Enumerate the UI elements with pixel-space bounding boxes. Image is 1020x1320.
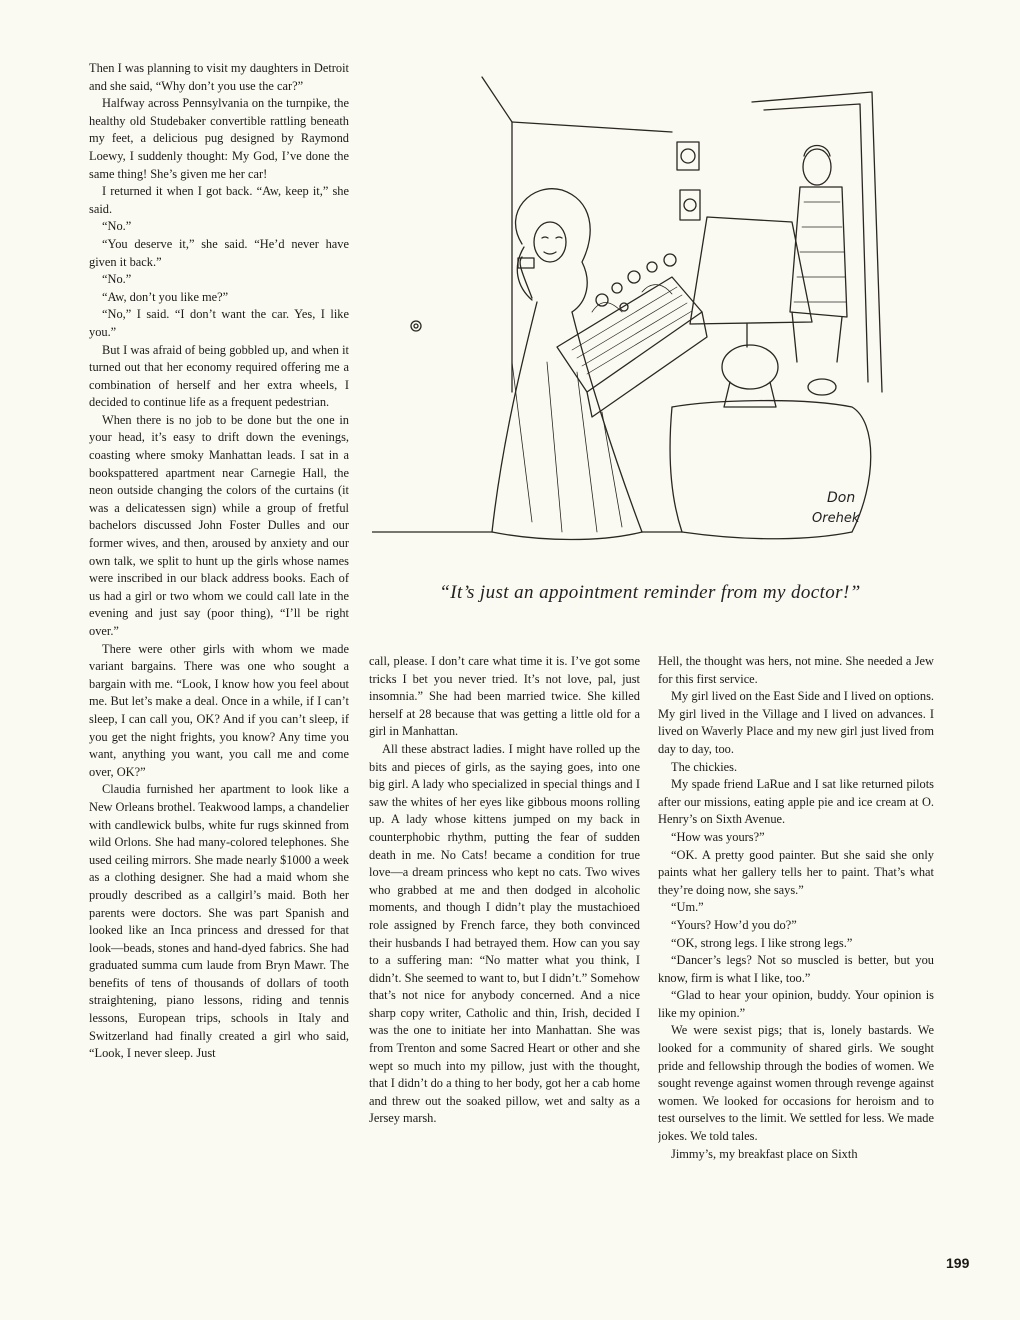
paragraph: Jimmy’s, my breakfast place on Sixth — [671, 1146, 858, 1161]
cartoon-caption: “It’s just an appointment reminder from my doctor!” — [439, 582, 861, 603]
paragraph: All these abstract ladies. I might have rolled up the bits and pieces of girls, as the saying goes, into one big girl. A lady who specialized in special things and I saw the whites of her eyes like gibbous moons rolling up. A lady whose kittens jumped on my back in counterphobic rhythm, putting the fear of sudden death in me. No Cats! became a condition for true love—a dream princess who kept no cats. Two wives who grabbed at me and then dodged in alcoholic moments, and though I didn’t play the mustachioed role assigned by French farce, they both convinced their husbands I had betrayed them. How can you say to a suffering man: “No matter what you think, I didn’t. She seemed to want to, but I didn’t.” Somehow that’s not nice for anybody concerned. And a nice sharp copy writer, Catholic and thin, Irish, decided I was the one to initiate her into Manhattan. She was from Trenton and some Sacred Heart or other and she wept so much into my pillow, just with the thought, that I didn’t do a thing to her body, got her a cab home and threw out the soaked pillow, wet and salty as a Jersey marsh. — [369, 741, 640, 1126]
paragraph: “OK. A pretty good painter. But she said she only paints what her gallery tells her to paint. That’s what they’re doing now, she says.” — [658, 847, 934, 897]
paragraph: “No,” I said. “I don’t want the car. Yes, I like you.” — [89, 307, 349, 339]
paragraph: Hell, the thought was hers, not mine. She needed a Jew for this first service. — [658, 654, 934, 686]
text-column-left — [89, 60, 349, 1275]
paragraph: “No.” — [102, 272, 132, 287]
paragraph: “You deserve it,” she said. “He’d never have given it back.” — [89, 236, 349, 269]
paragraph: But I was afraid of being gobbled up, and when it turned out that her economy required offering me a combination of herself and her extra wheels, I decided to continue life as a frequent pedestrian. — [89, 342, 349, 410]
paragraph: Claudia furnished her apartment to look like a New Orleans brothel. Teakwood lamps, a chandelier with candlewick bulbs, white fur rugs skinned from wild Orlons. She had many-colored telephones. She used ceiling mirrors. She made nearly $1000 a week as a clothing designer. She had a maid whom she proudly described as a callgirl’s maid. Both her parents were doctors. She was part Spanish and looked like an Inca princess and dressed for that look—beads, stones and hand-dyed fabrics. She had graduated summa cum laude from Bryn Mawr. The benefits of tens of thousands of dollars of tooth straightening, piano lessons, riding and tennis lessons, European trips, schools in Italy and Switzerland had finally created a girl who said, “Look, I never sleep. Just — [89, 782, 349, 1061]
paragraph: I returned it when I got back. “Aw, keep it,” she said. — [89, 184, 349, 216]
artist-signature — [812, 490, 860, 526]
text-column-right — [658, 653, 934, 1275]
text-column-middle — [369, 653, 640, 1275]
signature-line-1: Don — [827, 490, 856, 506]
signature-line-2: Orehek — [812, 511, 860, 526]
cartoon-illustration — [372, 62, 920, 574]
paragraph: When there is no job to be done but the one in your head, it’s easy to drift down the evenings, coasting where smoky Manhattan leads. I sat in a bookspattered apartment near Carnegie Hall, the neon outside changing the colors of the curtains (it was a delicatessen sign) while a group of fretful bachelors discussed John Foster Dulles and our former wives, and then, aroused by anxiety and our own talk, we split to hunt up the girls whose names were inscribed in our black address books. Each of us had a girl or two whom we could call late in the evening and just say (poor thing), “I’ll be right over.” — [89, 412, 349, 638]
paragraph: My spade friend LaRue and I sat like returned pilots after our missions, eating apple pie and ice cream at O. Henry’s on Sixth Avenue. — [658, 777, 934, 827]
paragraph: Halfway across Pennsylvania on the turnpike, the healthy old Studebaker convertible rattling beneath my feet, a delicious pug designed by Raymond Loewy, I suddenly thought: My God, I’ve done the same thing! She’s given me her car! — [89, 96, 349, 181]
paragraph: “OK, strong legs. I like strong legs.” — [671, 935, 853, 950]
paragraph: “Dancer’s legs? Not so muscled is better, but you know, firm is what I like, too.” — [658, 953, 934, 985]
paragraph: There were other girls with whom we made variant bargains. There was one who sought a bargain with me. “Look, I know how you feel about me. But let’s make a deal. Once in a while, if I can’t sleep, I can call you, OK? And if you can’t sleep, if you get the night frights, you know? Any time you want, anything you want, you call me and come over, OK?” — [89, 641, 349, 779]
paragraph: “Um.” — [671, 900, 704, 915]
paragraph: “Glad to hear your opinion, buddy. Your opinion is like my opinion.” — [658, 988, 934, 1020]
paragraph: call, please. I don’t care what time it is. I’ve got some tricks I bet you never tried. It’s not love, pal, just insomnia.” She had been married twice. She killed herself at 28 because that was getting a little old for a girl in Manhattan. — [369, 654, 640, 739]
paragraph: My girl lived on the East Side and I lived on options. My girl lived in the Village and I lived on advances. I lived on Waverly Place and my new girl just lived from day to day, too. — [658, 689, 934, 756]
paragraph: Then I was planning to visit my daughters in Detroit and she said, “Why don’t you use the car?” — [89, 61, 349, 93]
paragraph: “Yours? How’d you do?” — [671, 917, 797, 932]
paragraph: “No.” — [102, 219, 132, 234]
paragraph: “How was yours?” — [671, 829, 765, 844]
paragraph: The chickies. — [671, 759, 738, 774]
paragraph: “Aw, don’t you like me?” — [102, 289, 229, 304]
page-number: 199 — [946, 1255, 970, 1271]
paragraph: We were sexist pigs; that is, lonely bastards. We looked for a community of shared girls. We sought pride and fellowship through the bodies of women. We sought revenge against women through revenge against women. We looked for occasions for heroism and to test ourselves to the limit. We settled for less. We made jokes. We told tales. — [658, 1023, 934, 1144]
